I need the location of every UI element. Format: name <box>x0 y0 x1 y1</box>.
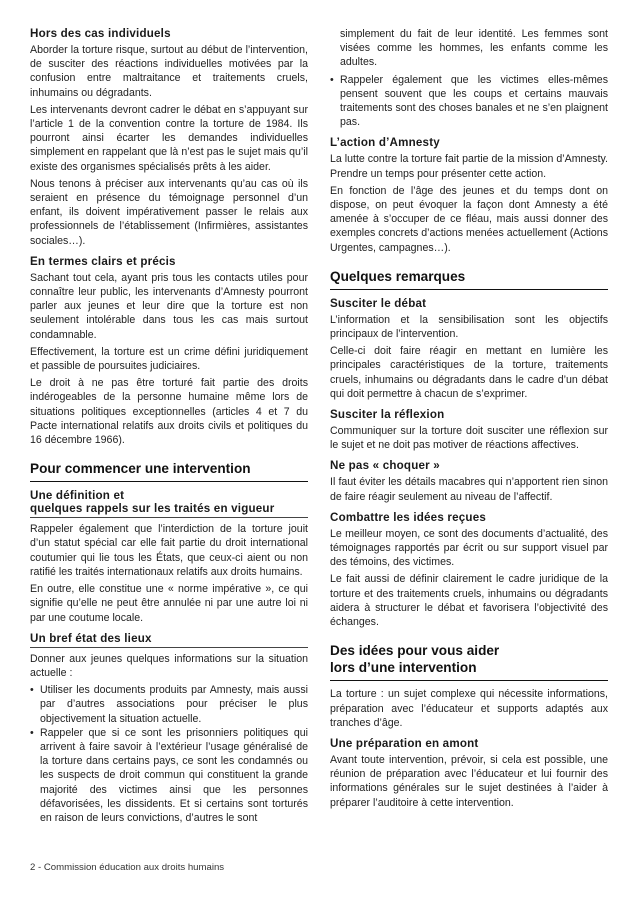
heading-susciter-debat: Susciter le débat <box>330 296 427 310</box>
paragraph: Aborder la torture risque, surtout au début de l’intervention, de susciter des réactions individuelles motivées par la confusion entre maltraitance et traitements cruels, inhumains ou dégradants. <box>30 44 308 99</box>
heading-line-1: Une définition et <box>30 489 125 503</box>
paragraph: En fonction de l’âge des jeunes et du temps dont on dispose, on peut évoquer la façon dont Amnesty a été amenée à s’occuper de ce fléau, mais aussi donner des exemples concrets d’actions menées actuellement (Actions Urgentes, campagnes…). <box>330 184 608 254</box>
paragraph: Nous tenons à préciser aux intervenants qu’au cas où ils seraient en présence du témoignage personnel d’un enfant, ils doivent impérativement passer le relais aux professionnels de l’établissement (Infirmières, assistantes sociales…). <box>30 177 308 247</box>
paragraph: La torture : un sujet complexe qui nécessite informations, préparation avec l’éducateur et supports adaptés aux tranches d’âge. <box>330 688 608 729</box>
paragraph: Sachant tout cela, ayant pris tous les contacts utiles pour connaître leur public, les intervenants d’Amnesty pourront parler aux jeunes et leur dire que la torture est non seulement intolérable dans tous les cas mais surtout condamnable. <box>30 271 308 341</box>
heading-une-definition <box>30 489 308 518</box>
paragraph: Donner aux jeunes quelques informations sur la situation actuelle : <box>30 652 308 679</box>
section-title-pour-commencer: Pour commencer une intervention <box>30 460 308 482</box>
bullet-list <box>330 73 608 130</box>
section-title-line-2: lors d’une intervention <box>330 660 477 676</box>
paragraph: En outre, elle constitue une « norme impérative », ce qui signifie qu’elle ne peut être annulée ni par une autre loi ni par une coutume locale. <box>30 583 308 624</box>
heading-combattre-idees: Combattre les idées reçues <box>330 510 486 524</box>
left-column <box>30 27 308 828</box>
section-title-des-idees <box>330 642 608 681</box>
bullet-continuation: simplement du fait de leur identité. Les femmes sont visées comme les hommes, les enfants comme les adultes. <box>340 28 608 69</box>
section-title-line-1: Des idées pour vous aider <box>330 643 500 659</box>
bullet-item: • Rappeler que si ce sont les prisonniers politiques qui arrivent à faire savoir à l’extérieur l’usage généralisé de la torture dans certains pays, ce sont les condamnés ou les suspects de droit commun qui constituent la grande majorité des victimes ainsi que les personnes défavorisées, les dissidents. Et si certains sont torturés en raison de leurs convictions, d’autres le sont <box>30 726 308 825</box>
heading-preparation-amont: Une préparation en amont <box>330 736 479 750</box>
section-title-quelques-remarques: Quelques remarques <box>330 268 608 290</box>
heading-bref-etat-des-lieux: Un bref état des lieux <box>30 632 308 648</box>
heading-hors-des-cas: Hors des cas individuels <box>30 27 171 40</box>
paragraph: Les intervenants devront cadrer le débat en s’appuyant sur l’article 1 de la convention contre la torture de 1984. Ils pourront ainsi écarter les demandes individuelles simplement en rappelant que là n’est pas le sujet mais qu’il existe des organismes spécialisés prêts à les aider. <box>30 103 308 173</box>
bullet-item: • Rappeler également que les victimes elles-mêmes pensent souvent que les coups et certains mauvais traitements sont des choses banales et ne s’en plaignent pas. <box>330 73 608 130</box>
paragraph: L’information et la sensibilisation sont les objectifs principaux de l’intervention. <box>330 313 608 341</box>
heading-action-amnesty: L’action d’Amnesty <box>330 136 440 150</box>
bullet-item: • Utiliser les documents produits par Amnesty, mais aussi par d’autres associations pour préciser le plus objectivement la situation actuelle. <box>30 683 308 726</box>
heading-line-2: quelques rappels sur les traités en vigueur <box>30 502 275 516</box>
heading-susciter-reflexion: Susciter la réflexion <box>330 408 445 422</box>
page-footer: 2 - Commission éducation aux droits humains <box>30 862 225 873</box>
heading-en-termes-clairs: En termes clairs et précis <box>30 254 176 268</box>
paragraph: Le meilleur moyen, ce sont des documents d’actualité, des témoignages rapportés par écrit ou sur support visuel par des témoins, des victimes. <box>330 527 608 569</box>
paragraph: Le droit à ne pas être torturé fait partie des droits indérogeables de la personne humaine même lors de situations politiques exceptionnelles (articles 4 et 7 du Pacte international relatifs aux droits civils et politiques du 16 décembre 1966). <box>30 377 308 447</box>
paragraph: Avant toute intervention, prévoir, si cela est possible, une réunion de préparation avec l’éducateur et lui fournir des informations générales sur le sujet destinées à l’aider à préparer l’auditoire à cette intervention. <box>330 753 608 809</box>
heading-ne-pas-choquer: Ne pas « choquer » <box>330 459 440 473</box>
paragraph: Celle-ci doit faire réagir en mettant en lumière les principales caractéristiques de la torture, traitements cruels, inhumains ou dégradants dans le cadre d’un débat qui doit permettre à chacun de s’exprimer. <box>330 345 608 400</box>
paragraph: Il faut éviter les détails macabres qui n’apportent rien sinon de faire réagir seulement au niveau de l’affectif. <box>330 476 608 503</box>
bullet-list <box>30 683 308 825</box>
right-column <box>330 27 608 813</box>
paragraph: La lutte contre la torture fait partie de la mission d’Amnesty. Prendre un temps pour présenter cette action. <box>330 153 608 180</box>
paragraph: Rappeler également que l’interdiction de la torture jouit d’un statut spécial car elle fait partie du droit international coutumier qui lie tous les États, que ceux-ci aient ou non ratifié les traités internationaux relatifs aux droits humains. <box>30 523 308 578</box>
paragraph: Le fait aussi de définir clairement le cadre juridique de la torture et des traitements cruels, inhumains ou dégradants aidera à structurer le débat et favorisera l’objectivité des échanges. <box>330 573 608 629</box>
paragraph: Communiquer sur la torture doit susciter une réflexion sur le sujet et ne doit pas motiver de réactions affectives. <box>330 425 608 452</box>
paragraph: Effectivement, la torture est un crime défini juridiquement et passible de poursuites judiciaires. <box>30 345 308 373</box>
